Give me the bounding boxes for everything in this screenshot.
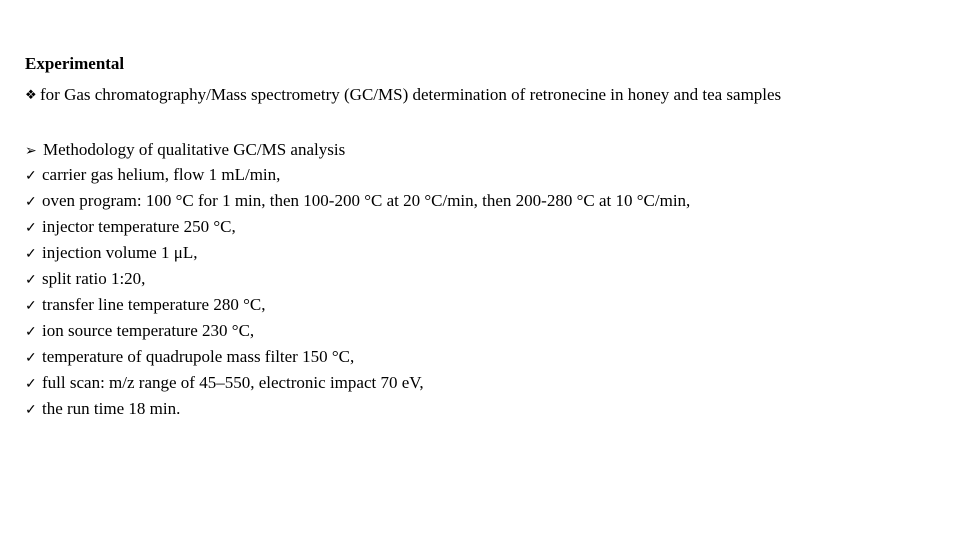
slide-heading: Experimental xyxy=(25,54,125,73)
checkmark-icon: ✓ xyxy=(25,403,37,418)
list-item-text: injection volume 1 μL, xyxy=(42,243,198,262)
list-item-text: transfer line temperature 280 °C, xyxy=(42,295,266,314)
list-item xyxy=(25,241,690,267)
list-item xyxy=(25,215,690,241)
list-item-text: injector temperature 250 °C, xyxy=(42,217,236,236)
methodology-bullet xyxy=(25,139,345,163)
list-item xyxy=(25,371,690,397)
checkmark-icon: ✓ xyxy=(25,351,37,366)
checkmark-icon: ✓ xyxy=(25,325,37,340)
intro-text: for Gas chromatography/Mass spectrometry (GC/MS) determination of retronecine in honey and tea samples xyxy=(40,85,782,104)
checkmark-icon: ✓ xyxy=(25,221,37,236)
list-item xyxy=(25,163,690,189)
parameter-list xyxy=(25,163,690,423)
checkmark-icon: ✓ xyxy=(25,247,37,262)
intro-bullet xyxy=(25,84,781,106)
checkmark-icon: ✓ xyxy=(25,273,37,288)
list-item-text: the run time 18 min. xyxy=(42,399,181,418)
checkmark-icon: ✓ xyxy=(25,299,37,314)
diamond-bullet-icon: ❖ xyxy=(25,87,37,102)
list-item-text: ion source temperature 230 °C, xyxy=(42,321,255,340)
list-item-text: carrier gas helium, flow 1 mL/min, xyxy=(42,165,281,184)
list-item-text: oven program: 100 °C for 1 min, then 100-200 °C at 20 °C/min, then 200-280 °C at 10 °C/min, xyxy=(42,191,691,210)
list-item xyxy=(25,267,690,293)
checkmark-icon: ✓ xyxy=(25,377,37,392)
list-item-text: full scan: m/z range of 45–550, electronic impact 70 eV, xyxy=(42,373,424,392)
list-item xyxy=(25,319,690,345)
list-item xyxy=(25,345,690,371)
checkmark-icon: ✓ xyxy=(25,195,37,210)
methodology-text: Methodology of qualitative GC/MS analysis xyxy=(43,140,346,159)
list-item xyxy=(25,189,690,215)
checkmark-icon: ✓ xyxy=(25,169,37,184)
arrow-bullet-icon: ➢ xyxy=(25,144,37,159)
list-item xyxy=(25,397,690,423)
list-item xyxy=(25,293,690,319)
list-item-text: split ratio 1:20, xyxy=(42,269,146,288)
list-item-text: temperature of quadrupole mass filter 150 °C, xyxy=(42,347,355,366)
